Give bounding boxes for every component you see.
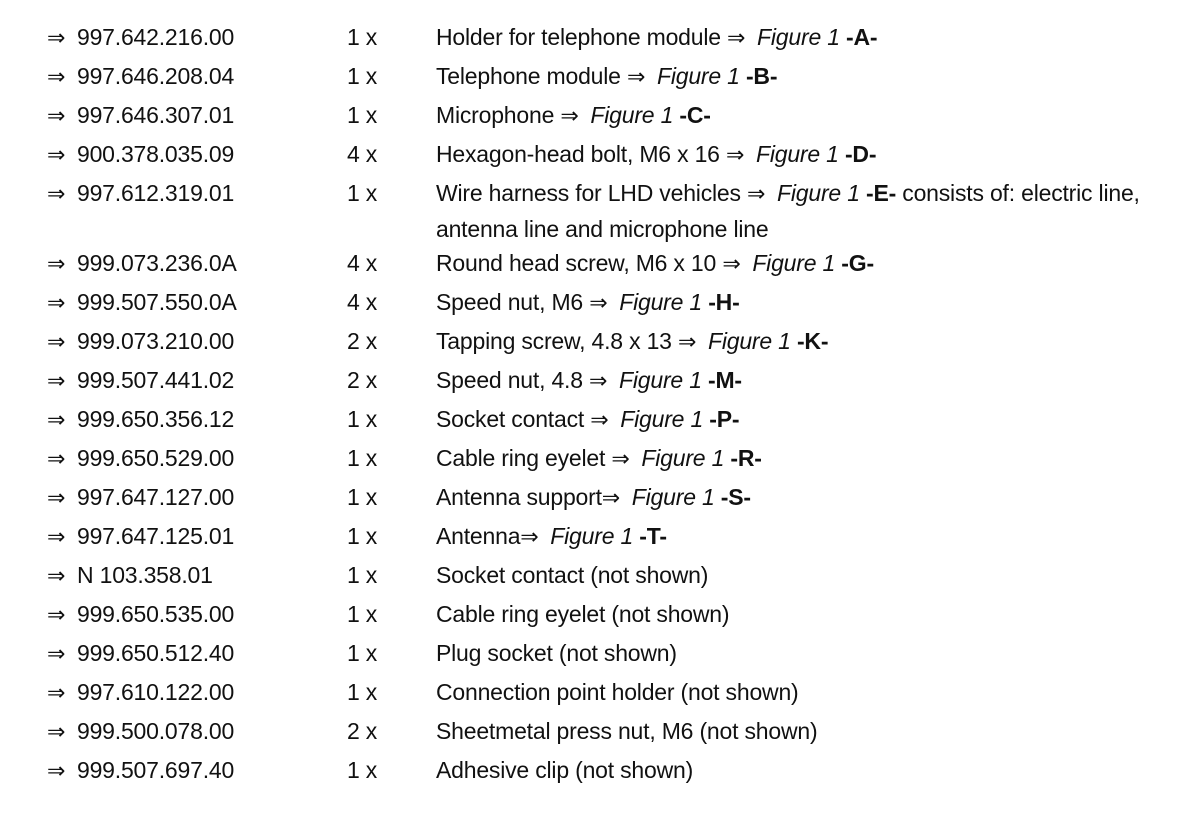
part-number-link[interactable] [47, 480, 347, 516]
figure-reference: Figure 1 [550, 523, 634, 549]
description [436, 20, 1156, 56]
part-number-link[interactable] [47, 558, 347, 594]
arrow-right-icon: ⇒ [47, 525, 66, 550]
part-number-link[interactable] [47, 597, 347, 633]
part-number: 997.647.125.01 [77, 523, 235, 549]
part-number-link[interactable] [47, 246, 347, 282]
figure-letter: -P- [709, 406, 740, 432]
part-row [47, 324, 1187, 363]
figure-letter: -M- [708, 367, 742, 393]
arrow-right-icon: ⇒ [589, 369, 608, 394]
part-number: 999.650.535.00 [77, 601, 235, 627]
arrow-right-icon: ⇒ [560, 104, 579, 129]
description [436, 480, 1156, 516]
figure-link[interactable] [722, 250, 874, 276]
part-number: 997.612.319.01 [77, 180, 235, 206]
description-text: Holder for telephone module [436, 24, 721, 50]
part-row [47, 714, 1187, 753]
description-text: Cable ring eyelet (not shown) [436, 601, 730, 627]
part-number: 999.073.210.00 [77, 328, 235, 354]
part-number-link[interactable] [47, 324, 347, 360]
part-row [47, 363, 1187, 402]
description-text: Plug socket (not shown) [436, 640, 677, 666]
part-row [47, 402, 1187, 441]
figure-letter: -C- [679, 102, 711, 128]
figure-link[interactable] [727, 24, 877, 50]
description-text: Speed nut, M6 [436, 289, 584, 315]
description-continuation: consists of: electric line, antenna line and microphone line [436, 180, 1140, 242]
figure-letter: -H- [708, 289, 740, 315]
part-row [47, 519, 1187, 558]
part-number-link[interactable] [47, 636, 347, 672]
arrow-right-icon: ⇒ [725, 143, 745, 168]
part-row [47, 137, 1187, 176]
arrow-right-icon: ⇒ [47, 720, 66, 745]
quantity: 2 x [347, 718, 378, 744]
arrow-right-icon: ⇒ [47, 603, 66, 628]
parts-list [47, 20, 1187, 792]
description-text: Antenna support [436, 484, 602, 510]
arrow-right-icon: ⇒ [47, 408, 66, 433]
arrow-right-icon: ⇒ [47, 369, 66, 394]
arrow-right-icon: ⇒ [47, 642, 66, 667]
arrow-right-icon: ⇒ [590, 408, 609, 433]
figure-link[interactable] [590, 406, 739, 432]
part-number-link[interactable] [47, 363, 347, 399]
part-number: 999.650.529.00 [77, 445, 235, 471]
figure-reference: Figure 1 [777, 180, 860, 206]
figure-reference: Figure 1 [656, 63, 740, 89]
arrow-right-icon: ⇒ [47, 759, 66, 784]
quantity: 1 x [347, 63, 378, 89]
part-row [47, 753, 1187, 792]
description [436, 402, 1156, 438]
description-text: Round head screw, M6 x 10 [436, 250, 717, 276]
description [436, 636, 1156, 670]
figure-reference: Figure 1 [755, 141, 839, 167]
description [436, 363, 1156, 399]
arrow-right-icon: ⇒ [47, 252, 66, 277]
description [436, 675, 1156, 709]
figure-letter: -K- [796, 328, 829, 354]
figure-letter: -G- [841, 250, 874, 276]
part-row [47, 597, 1187, 636]
description-text: Connection point holder (not shown) [436, 679, 799, 705]
part-row [47, 176, 1187, 246]
figure-reference: Figure 1 [619, 289, 702, 315]
figure-reference: Figure 1 [590, 102, 674, 128]
part-row [47, 98, 1187, 137]
part-row [47, 675, 1187, 714]
figure-link[interactable] [589, 367, 742, 393]
part-number-link[interactable] [47, 137, 347, 173]
part-number: 900.378.035.09 [77, 141, 235, 167]
description-text: Antenna [436, 523, 521, 549]
arrow-right-icon: ⇒ [727, 26, 746, 51]
part-number: 999.507.441.02 [77, 367, 235, 393]
part-number: 997.646.208.04 [77, 63, 235, 89]
description [436, 714, 1156, 748]
quantity: 1 x [347, 523, 378, 549]
figure-link[interactable] [602, 484, 751, 510]
part-number: 999.507.550.0A [77, 289, 237, 315]
part-row [47, 246, 1187, 285]
description [436, 753, 1156, 787]
part-number-link[interactable] [47, 98, 347, 134]
quantity: 1 x [347, 601, 378, 627]
description [436, 558, 1156, 592]
part-number-link[interactable] [47, 59, 347, 95]
description-text: Tapping screw, 4.8 x 13 [436, 328, 672, 354]
figure-reference: Figure 1 [620, 406, 704, 432]
arrow-right-icon: ⇒ [520, 525, 539, 550]
figure-link[interactable] [726, 141, 876, 167]
figure-letter: -A- [846, 24, 878, 50]
part-row [47, 20, 1187, 59]
arrow-right-icon: ⇒ [611, 447, 630, 472]
quantity: 4 x [347, 250, 378, 276]
quantity: 4 x [347, 141, 378, 167]
quantity: 4 x [347, 289, 378, 315]
figure-link[interactable] [627, 63, 777, 89]
part-number: 999.500.078.00 [77, 718, 235, 744]
description-text: Socket contact [436, 406, 585, 432]
arrow-right-icon: ⇒ [601, 486, 621, 511]
description-text: Cable ring eyelet [436, 445, 606, 471]
description [436, 98, 1156, 134]
figure-letter: -D- [844, 141, 877, 167]
part-number-link[interactable] [47, 402, 347, 438]
quantity: 2 x [347, 328, 378, 354]
part-number: 999.650.356.12 [77, 406, 235, 432]
part-row [47, 480, 1187, 519]
figure-reference: Figure 1 [707, 328, 791, 354]
arrow-right-icon: ⇒ [47, 564, 66, 589]
figure-reference: Figure 1 [757, 24, 840, 50]
arrow-right-icon: ⇒ [747, 182, 766, 207]
arrow-right-icon: ⇒ [47, 681, 66, 706]
part-number-link[interactable] [47, 714, 347, 750]
part-number-link[interactable] [47, 675, 347, 711]
arrow-right-icon: ⇒ [589, 291, 608, 316]
description [436, 441, 1156, 477]
part-number-link[interactable] [47, 441, 347, 477]
quantity: 1 x [347, 679, 378, 705]
arrow-right-icon: ⇒ [47, 447, 66, 472]
part-row [47, 285, 1187, 324]
quantity: 1 x [347, 757, 378, 783]
figure-link[interactable] [678, 328, 828, 354]
arrow-right-icon: ⇒ [47, 26, 66, 51]
figure-link[interactable] [611, 445, 761, 471]
part-number: 999.507.697.40 [77, 757, 235, 783]
part-number: 997.642.216.00 [77, 24, 235, 50]
figure-letter: -S- [720, 484, 751, 510]
figure-link[interactable] [520, 523, 666, 549]
arrow-right-icon: ⇒ [677, 330, 697, 355]
arrow-right-icon: ⇒ [47, 143, 66, 168]
description-text: Sheetmetal press nut, M6 (not shown) [436, 718, 818, 744]
figure-link[interactable] [747, 180, 896, 206]
description [436, 519, 1156, 555]
quantity: 1 x [347, 102, 378, 128]
figure-link[interactable] [560, 102, 710, 128]
part-row [47, 558, 1187, 597]
figure-letter: -R- [730, 445, 762, 471]
part-number-link[interactable] [47, 753, 347, 789]
arrow-right-icon: ⇒ [47, 291, 66, 316]
part-row [47, 59, 1187, 98]
description-text: Telephone module [436, 63, 621, 89]
quantity: 1 x [347, 484, 378, 510]
description-text: Microphone [436, 102, 555, 128]
arrow-right-icon: ⇒ [47, 182, 66, 207]
part-row [47, 441, 1187, 480]
description [436, 285, 1156, 321]
part-number-link[interactable] [47, 285, 347, 321]
part-number: 999.073.236.0A [77, 250, 237, 276]
part-number: 999.650.512.40 [77, 640, 235, 666]
description-text: Speed nut, 4.8 [436, 367, 583, 393]
description [436, 176, 1156, 246]
arrow-right-icon: ⇒ [47, 486, 66, 511]
description [436, 246, 1156, 282]
quantity: 1 x [347, 640, 378, 666]
description-text: Socket contact (not shown) [436, 562, 709, 588]
figure-reference: Figure 1 [619, 367, 702, 393]
arrow-right-icon: ⇒ [626, 65, 646, 90]
part-number: 997.610.122.00 [77, 679, 235, 705]
arrow-right-icon: ⇒ [47, 65, 66, 90]
description [436, 137, 1156, 173]
description [436, 597, 1156, 631]
part-row [47, 636, 1187, 675]
part-number: 997.647.127.00 [77, 484, 235, 510]
quantity: 1 x [347, 562, 378, 588]
arrow-right-icon: ⇒ [722, 252, 741, 277]
figure-reference: Figure 1 [752, 250, 836, 276]
part-number-link[interactable] [47, 176, 347, 212]
figure-reference: Figure 1 [631, 484, 715, 510]
description-text: Hexagon-head bolt, M6 x 16 [436, 141, 720, 167]
figure-letter: -E- [866, 180, 897, 206]
part-number: N 103.358.01 [77, 562, 213, 588]
arrow-right-icon: ⇒ [47, 104, 66, 129]
quantity: 1 x [347, 406, 378, 432]
quantity: 2 x [347, 367, 378, 393]
part-number-link[interactable] [47, 20, 347, 56]
quantity: 1 x [347, 180, 378, 206]
quantity: 1 x [347, 445, 378, 471]
figure-reference: Figure 1 [641, 445, 725, 471]
description [436, 59, 1156, 95]
arrow-right-icon: ⇒ [47, 330, 66, 355]
figure-letter: -B- [745, 63, 778, 89]
part-number: 997.646.307.01 [77, 102, 235, 128]
part-number-link[interactable] [47, 519, 347, 555]
figure-letter: -T- [639, 523, 667, 549]
description [436, 324, 1156, 360]
description-text: Adhesive clip (not shown) [436, 757, 694, 783]
figure-link[interactable] [589, 289, 739, 315]
quantity: 1 x [347, 24, 378, 50]
description-text: Wire harness for LHD vehicles [436, 180, 741, 206]
